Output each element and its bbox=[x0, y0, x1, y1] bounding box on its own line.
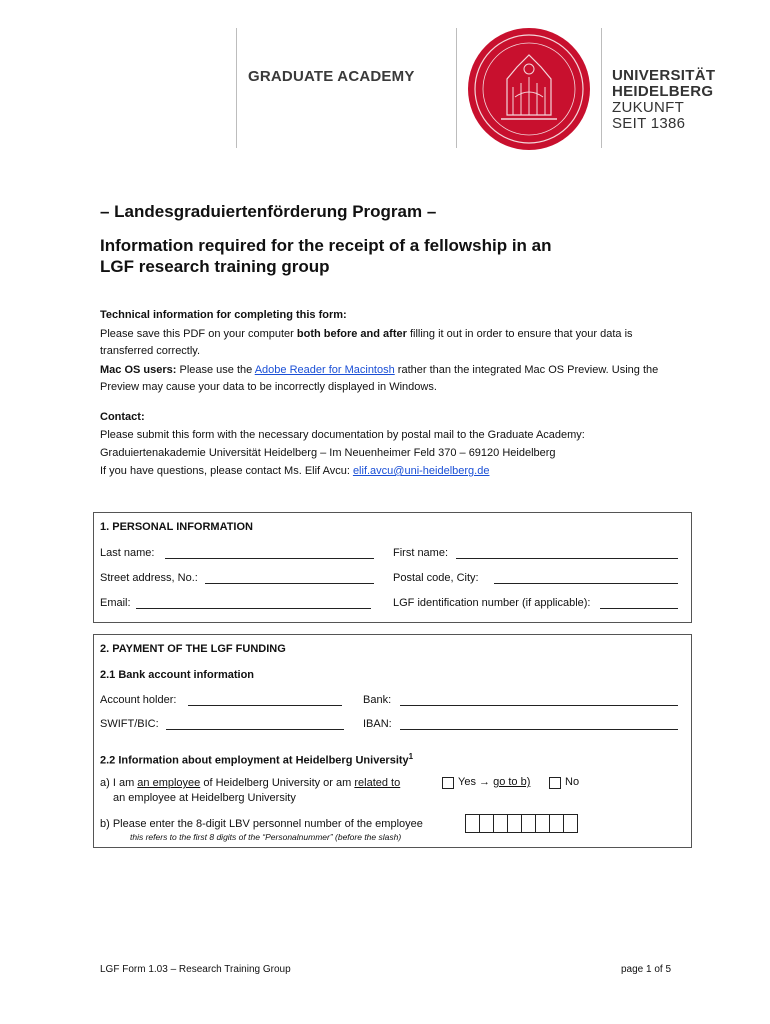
yes-checkbox[interactable] bbox=[442, 777, 454, 789]
header-divider-left bbox=[236, 28, 237, 148]
technical-p1-pre: Please save this PDF on your computer bbox=[100, 328, 297, 340]
last-name-field[interactable] bbox=[165, 558, 374, 559]
technical-p2-post: rather than the integrated Mac OS Preview. Using the Preview may cause your data to be incorrectly displayed in Windows. bbox=[100, 364, 659, 393]
contact-email-link[interactable]: elif.avcu@uni-heidelberg.de bbox=[352, 465, 490, 477]
question-a-mid: of Heidelberg University or am bbox=[200, 777, 355, 789]
lbv-digit-box[interactable] bbox=[521, 814, 536, 833]
question-a-related: related to bbox=[354, 777, 401, 789]
mac-os-label: Mac OS users: bbox=[100, 364, 177, 376]
lbv-digit-box[interactable] bbox=[549, 814, 564, 833]
info-title-line2: LGF research training group bbox=[100, 257, 330, 276]
question-a-line2: an employee at Heidelberg University bbox=[113, 792, 296, 804]
technical-p2-pre: Please use the bbox=[176, 364, 255, 376]
lbv-digit-box[interactable] bbox=[465, 814, 480, 833]
header-divider-mid bbox=[456, 28, 457, 148]
question-a bbox=[100, 776, 400, 806]
question-b: b) Please enter the 8-digit LBV personnel number of the employee bbox=[100, 818, 423, 830]
swift-field[interactable] bbox=[166, 729, 344, 730]
contact-line3-pre: If you have questions, please contact Ms. Elif Avcu: bbox=[100, 465, 353, 477]
info-title bbox=[100, 235, 660, 277]
technical-info bbox=[100, 307, 678, 396]
lbv-number-boxes bbox=[466, 814, 578, 833]
info-title-line1: Information required for the receipt of a fellowship in an bbox=[100, 236, 552, 255]
bank-label: Bank: bbox=[363, 694, 392, 706]
street-label: Street address, No.: bbox=[100, 572, 198, 584]
technical-p1-bold: both before and after bbox=[296, 328, 407, 340]
contact-heading: Contact: bbox=[100, 411, 145, 423]
lbv-digit-box[interactable] bbox=[563, 814, 578, 833]
bank-info-heading: 2.1 Bank account information bbox=[100, 669, 255, 681]
question-a-line1 bbox=[100, 776, 400, 791]
lgf-id-field[interactable] bbox=[600, 608, 678, 609]
payment-heading: 2. PAYMENT OF THE LGF FUNDING bbox=[100, 643, 286, 655]
university-seal-logo bbox=[467, 27, 591, 151]
technical-p1-post: filling it out in order to ensure that your data is transferred correctly. bbox=[100, 328, 633, 357]
payment-section bbox=[93, 634, 692, 848]
lgf-id-label: LGF identification number (if applicable): bbox=[393, 597, 591, 609]
contact-line2: Graduiertenakademie Universität Heidelberg – Im Neuenheimer Feld 370 – 69120 Heidelberg bbox=[100, 447, 556, 459]
question-b-note: this refers to the first 8 digits of the “Personalnummer” (before the slash) bbox=[130, 832, 402, 842]
footer-page-number: page 1 of 5 bbox=[621, 964, 672, 975]
lbv-digit-box[interactable] bbox=[493, 814, 508, 833]
question-a-employee: an employee bbox=[137, 777, 201, 789]
lbv-digit-box[interactable] bbox=[535, 814, 550, 833]
postal-label: Postal code, City: bbox=[393, 572, 479, 584]
no-label: No bbox=[565, 776, 580, 788]
university-line4: SEIT 1386 bbox=[612, 115, 686, 132]
lbv-digit-box[interactable] bbox=[479, 814, 494, 833]
arrow-right-icon: → bbox=[479, 776, 491, 788]
contact-line1: Please submit this form with the necessary documentation by postal mail to the Graduate Academy: bbox=[100, 429, 585, 441]
personal-info-heading: 1. PERSONAL INFORMATION bbox=[100, 521, 253, 533]
footer-form-id: LGF Form 1.03 – Research Training Group bbox=[100, 964, 291, 975]
email-field[interactable] bbox=[136, 608, 371, 609]
last-name-label: Last name: bbox=[100, 547, 155, 559]
first-name-label: First name: bbox=[393, 547, 449, 559]
university-line1: UNIVERSITÄT bbox=[612, 67, 716, 84]
swift-label: SWIFT/BIC: bbox=[100, 718, 159, 730]
program-title: – Landesgraduiertenförderung Program – bbox=[100, 202, 437, 221]
technical-p1 bbox=[100, 326, 678, 360]
header-divider-right bbox=[601, 28, 602, 148]
go-to-b-label: go to b) bbox=[493, 776, 531, 788]
technical-p2 bbox=[100, 362, 678, 396]
employment-heading bbox=[100, 752, 413, 767]
iban-field[interactable] bbox=[400, 729, 678, 730]
lbv-digit-box[interactable] bbox=[507, 814, 522, 833]
adobe-reader-link[interactable]: Adobe Reader for Macintosh bbox=[254, 364, 395, 376]
footnote-mark: 1 bbox=[408, 752, 414, 761]
university-line3: ZUKUNFT bbox=[612, 99, 685, 116]
email-label: Email: bbox=[100, 597, 131, 609]
account-holder-field[interactable] bbox=[188, 705, 342, 706]
contact-line3 bbox=[100, 462, 690, 480]
contact-info bbox=[100, 408, 690, 480]
university-wordmark bbox=[612, 68, 715, 132]
bank-field[interactable] bbox=[400, 705, 678, 706]
yes-label: Yes bbox=[458, 776, 476, 788]
question-a-prefix: a) I am bbox=[100, 777, 138, 789]
graduate-academy-title: GRADUATE ACADEMY bbox=[248, 68, 415, 85]
yes-option bbox=[458, 776, 530, 788]
employment-heading-text: 2.2 Information about employment at Heidelberg University bbox=[100, 754, 409, 767]
account-holder-label: Account holder: bbox=[100, 694, 177, 706]
no-checkbox[interactable] bbox=[549, 777, 561, 789]
university-line2: HEIDELBERG bbox=[612, 83, 714, 100]
first-name-field[interactable] bbox=[456, 558, 678, 559]
postal-field[interactable] bbox=[494, 583, 678, 584]
iban-label: IBAN: bbox=[363, 718, 392, 730]
street-field[interactable] bbox=[205, 583, 374, 584]
technical-heading: Technical information for completing this form: bbox=[100, 309, 347, 321]
